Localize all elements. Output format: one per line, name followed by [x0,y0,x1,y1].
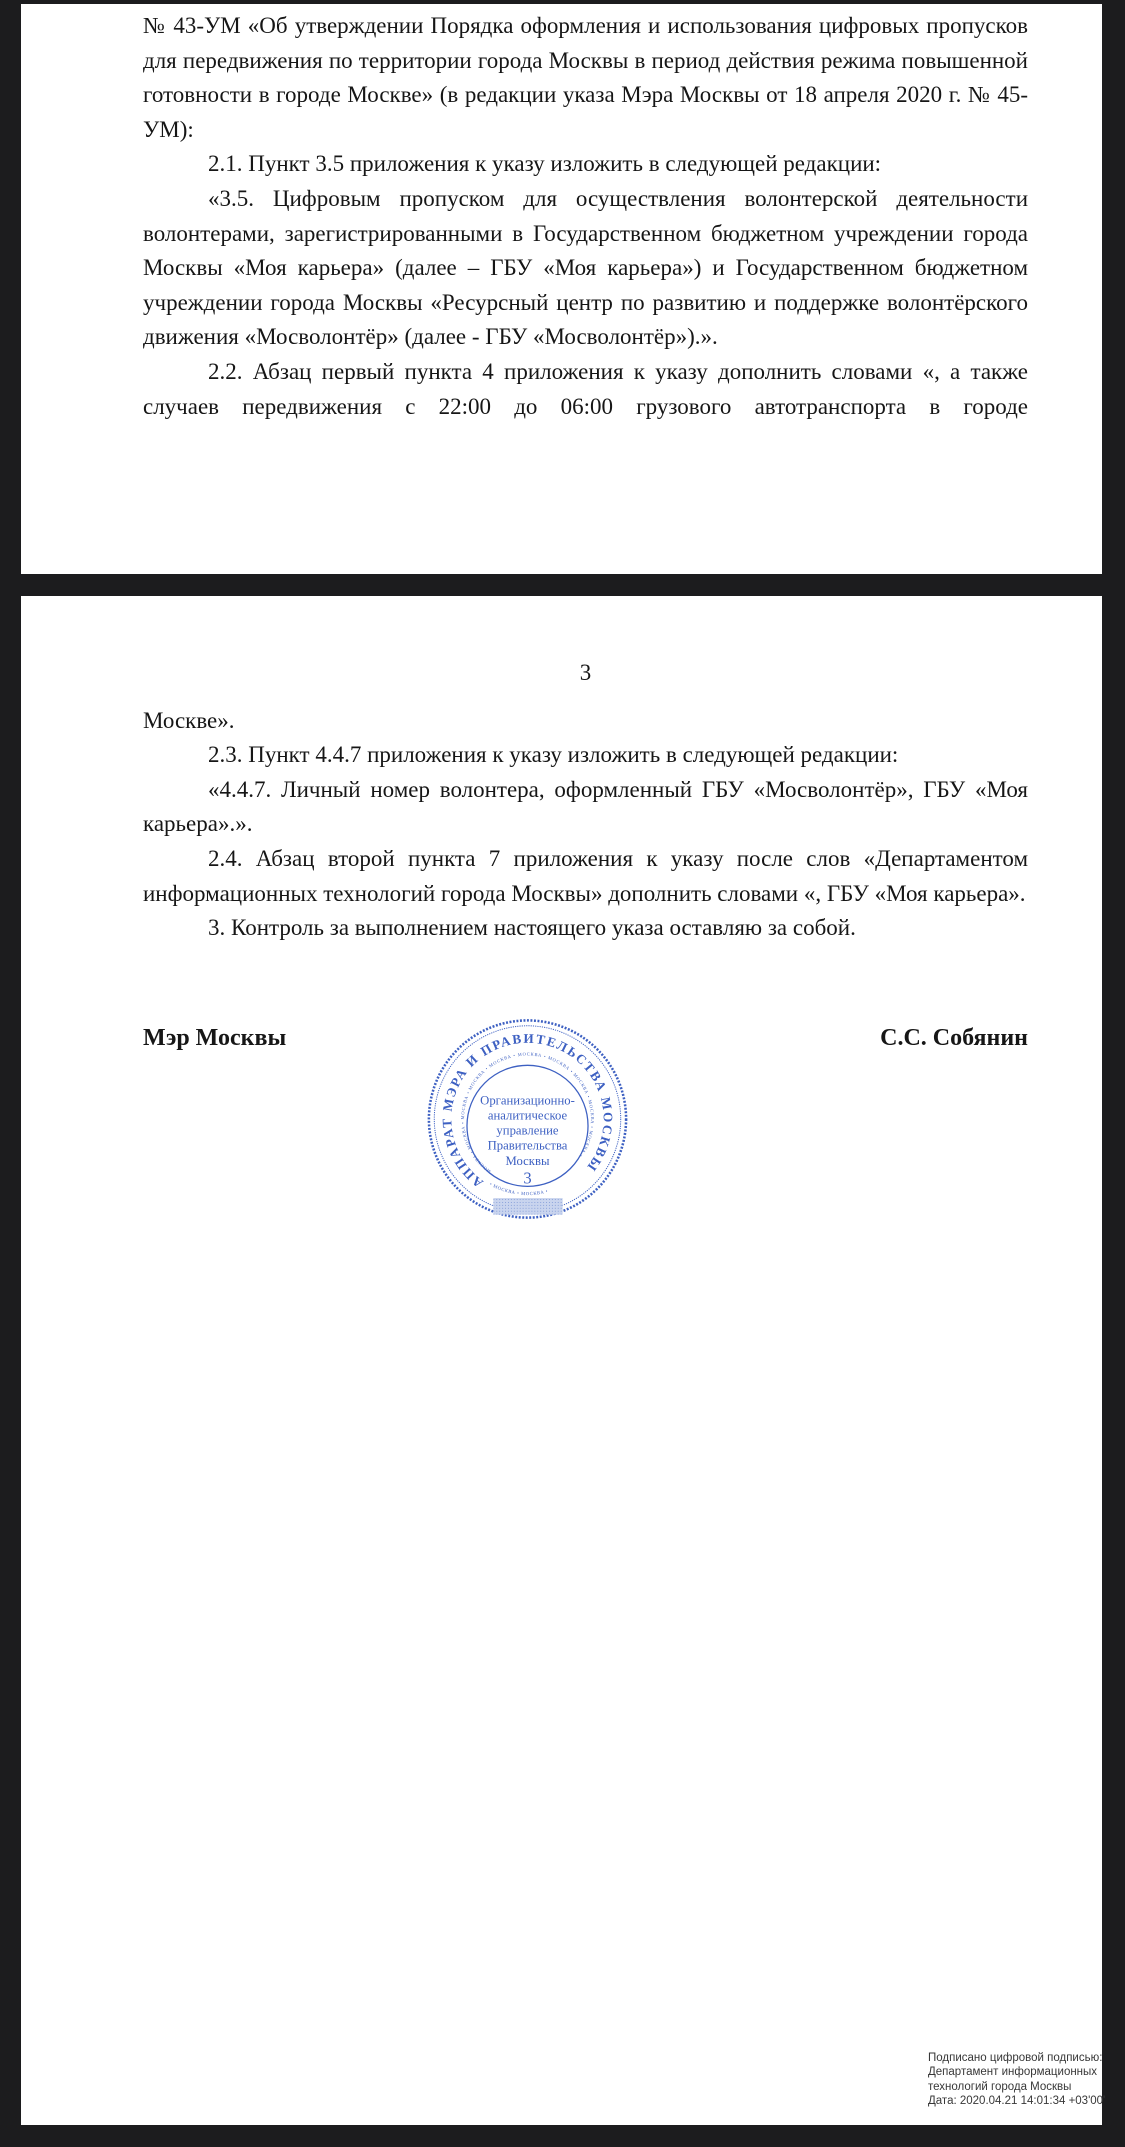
stamp-center-line: Организационно- [480,1093,575,1108]
page-2-paragraphs [143,704,1028,946]
stamp-ring-text: АППАРАТ МЭРА И ПРАВИТЕЛЬСТВА МОСКВЫ [439,1030,616,1191]
paragraph: 2.2. Абзац первый пункта 4 приложения к указу дополнить словами «, а также случаев передвижения с 22:00 до 06:00 грузового автотранспорта в городе [143,358,1028,419]
stamp-number: 3 [523,1168,532,1188]
page-1-paragraphs [143,9,1028,424]
digital-signature-line: Дата: 2020.04.21 14:01:34 +03'00' [928,2094,1106,2107]
stamp-seal-icon [425,1015,630,1223]
paragraph: № 43-УМ «Об утверждении Порядка оформления и использования цифровых пропусков для передвижения по территории города Москвы в период действия режима повышенной готовности в городе Москве» (в редакции указа Мэра Москвы от 18 апреля 2020 г. № 45-УМ): [143,13,1028,142]
stamp-anticopy-pattern [493,1198,562,1215]
paragraph: 2.1. Пункт 3.5 приложения к указу изложить в следующей редакции: [208,151,882,177]
stamp-center-line: Москвы [505,1153,550,1168]
paragraph: 2.3. Пункт 4.4.7 приложения к указу изложить в следующей редакции: [208,742,899,768]
paragraph: 2.4. Абзац второй пункта 7 приложения к указу после слов «Департаментом информационных технологий города Москвы» дополнить словами «, ГБУ «Моя карьера». [143,845,1028,906]
paragraph: 3. Контроль за выполнением настоящего указа оставляю за собой. [208,915,856,941]
page-number: 3 [579,660,592,685]
paragraph: Москве». [143,707,235,733]
paragraph: «4.4.7. Личный номер волонтера, оформленный ГБУ «Мосволонтёр», ГБУ «Моя карьера».». [143,776,1028,837]
mayor-title: Мэр Москвы [143,1024,287,1051]
page-2 [21,596,1106,2125]
page-1-text-block [21,4,1102,424]
official-stamp [425,1015,630,1223]
stamp-bottom-text: • МОСКВА • МОСКВА • [488,1182,549,1198]
stamp-micro-text: МОСКВА • МОСКВА • МОСКВА • МОСКВА • МОСКВА • МОСКВА • МОСКВА • МОСКВА • МОСКВА • МОСКВА • [460,1051,595,1175]
signer-name: С.С. Собянин [880,1024,1028,1051]
page-2-text-block [21,596,1102,1053]
digital-signature-line: Подписано цифровой подписью: [928,2052,1103,2064]
digital-signature-line: Департамент информационных [928,2066,1098,2079]
stamp-center-line: управление [496,1123,559,1138]
digital-signature-line: технологий города Москвы [928,2080,1072,2093]
stamp-center-line: аналитическое [487,1108,568,1123]
paragraph: «3.5. Цифровым пропуском для осуществления волонтерской деятельности волонтерами, зарегистрированными в Государственном бюджетном учреждении города Москвы «Моя карьера» (далее – ГБУ «Моя карьера») и Государственном бюджетном учреждении города Москвы «Ресурсный центр по развитию и поддержке волонтёрского движения «Мосволонтёр» (далее - ГБУ «Мосволонтёр»).». [143,185,1028,350]
stamp-center-line: Правительства [487,1138,568,1153]
page-1 [21,4,1102,574]
digital-signature-block [928,2051,1106,2108]
